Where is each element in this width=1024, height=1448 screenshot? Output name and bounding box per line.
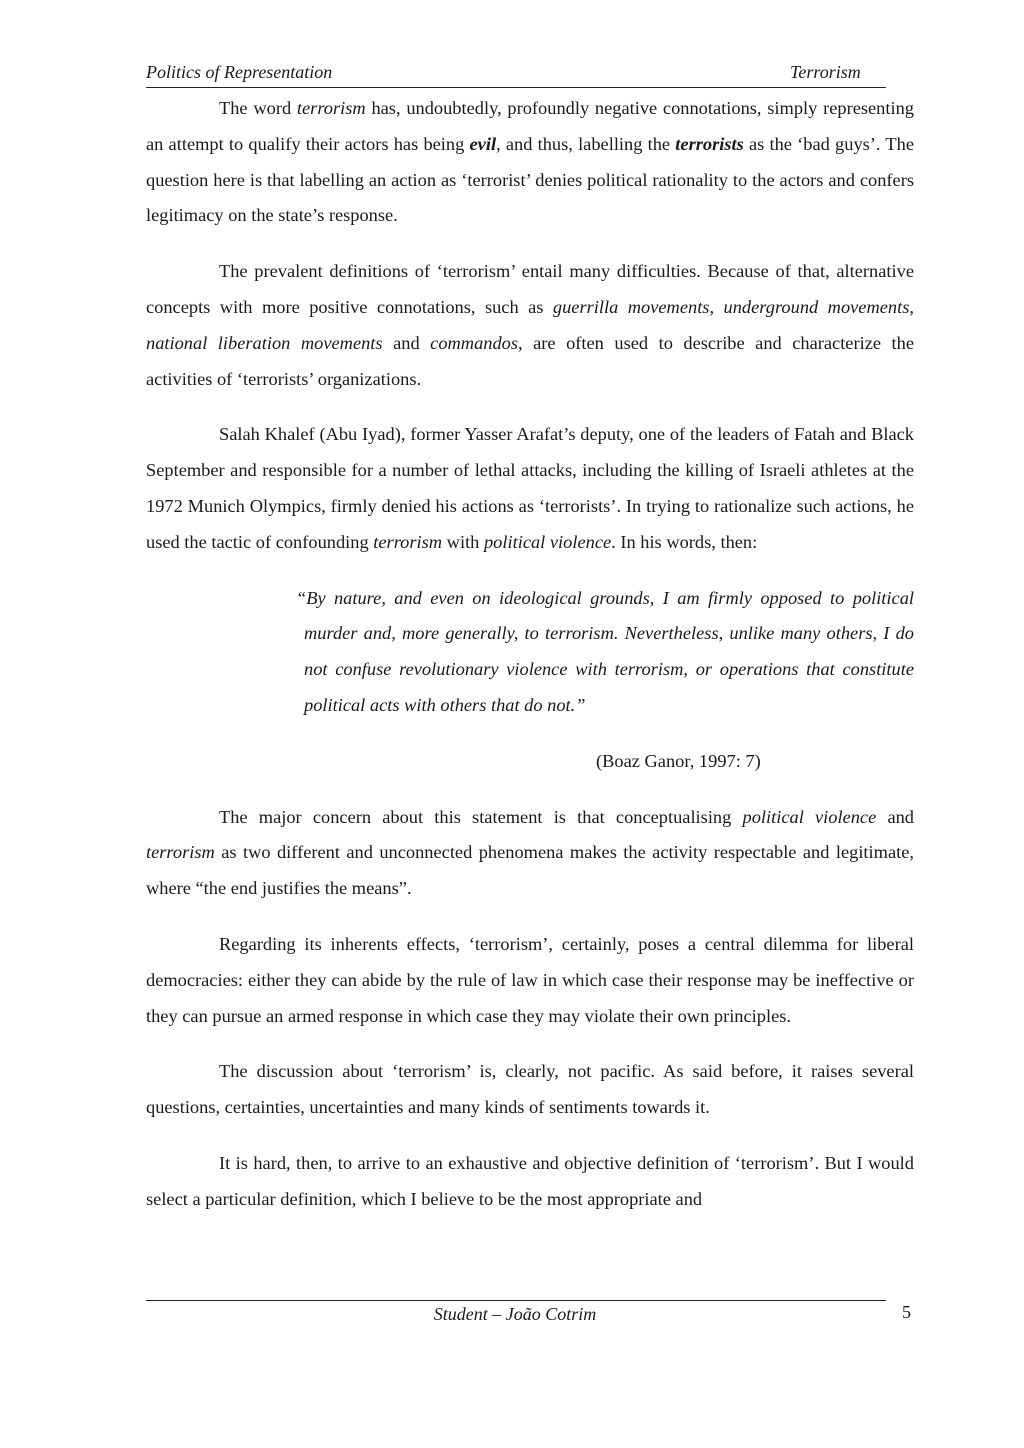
- italic-term: commandos: [430, 332, 519, 353]
- text-run: with: [442, 531, 484, 552]
- text-run: as the ‘bad guys’. The question here is that labelling an action as ‘terrorist’ denies political rationality to the actors and confers legitimacy on the state’s response.: [146, 133, 914, 226]
- bold-italic-term: evil: [469, 133, 497, 154]
- italic-term: political violence: [483, 531, 612, 552]
- text-run: and: [876, 806, 915, 827]
- header-title: Politics of Representation: [146, 62, 333, 82]
- block-quote: “By nature, and even on ideological grounds, I am firmly opposed to political murder and, more generally, to terrorism. Nevertheless, unlike many others, I do not confuse revolutionary violence with terrorism, or operations that constitute political acts with others that do not.”: [296, 587, 914, 715]
- text-run: Salah Khalef (Abu Iyad), former Yasser Arafat’s deputy, one of the leaders of Fatah and Black September and responsible for a number of lethal attacks, including the killing of Israeli athletes at the 1972 Munich Olympics, firmly denied his actions as ‘terrorists’. In trying to rationalize such actions, he used the tactic of confounding: [146, 424, 914, 552]
- text-run: ,: [709, 296, 724, 317]
- paragraph-discussion: The discussion about ‘terrorism’ is, clearly, not pacific. As said before, it raises several questions, certainties, uncertainties and many kinds of sentiments towards it.: [146, 1061, 914, 1118]
- text-run: as two different and unconnected phenomena makes the activity respectable and legitimate, where “the end justifies the means”.: [146, 842, 914, 899]
- footer-author: Student – João Cotrim: [433, 1304, 597, 1324]
- italic-term: terrorism: [146, 842, 215, 863]
- text-run: The major concern about this statement is that conceptualising: [219, 806, 743, 827]
- text-run: , are often used to describe and characterize the activities of ‘terrorists’ organizations.: [146, 332, 915, 389]
- paragraph-definition: It is hard, then, to arrive to an exhaustive and objective definition of ‘terrorism’. But I would select a particular definition, which I believe to be the most appropriate and: [146, 1152, 914, 1209]
- italic-term: guerrilla movements: [552, 296, 710, 317]
- page-number: 5: [902, 1302, 911, 1322]
- paragraph-terrorism-connotations: [146, 91, 914, 234]
- text-run: The prevalent definitions of ‘terrorism’ entail many difficulties. Because of that, alternative concepts with more positive connotations, such as: [146, 261, 914, 317]
- header-section: Terrorism: [790, 62, 861, 82]
- text-run: and: [382, 332, 431, 353]
- text-run: . In his words, then:: [611, 531, 758, 552]
- paragraph-liberal-democracies: Regarding its inherents effects, ‘terrorism’, certainly, poses a central dilemma for liberal democracies: either they can abide by the rule of law in which case their response may be ineffective or they can pursue an armed response in which case they may violate their own principles.: [146, 933, 914, 1026]
- paragraph-salah-khalef: [146, 417, 914, 560]
- quote-citation: (Boaz Ganor, 1997: 7): [596, 750, 761, 771]
- italic-term: political violence: [742, 806, 877, 827]
- footer-divider: [146, 1300, 886, 1301]
- text-run: has, undoubtedly, profoundly negative connotations, simply representing an attempt to qualify their actors has being: [146, 98, 914, 154]
- italic-term: underground movements: [723, 296, 910, 317]
- italic-term: national liberation movements: [146, 332, 383, 353]
- running-header: [146, 61, 886, 88]
- paragraph-alternative-concepts: [146, 254, 914, 397]
- text-run: The word: [219, 98, 297, 118]
- bold-italic-term: terrorists: [675, 133, 744, 154]
- italic-term: terrorism: [296, 98, 366, 118]
- document-body: [146, 91, 914, 1238]
- italic-term: terrorism: [373, 531, 443, 552]
- text-run: ,: [909, 296, 914, 317]
- paragraph-major-concern: [146, 800, 914, 907]
- text-run: , and thus, labelling the: [496, 133, 676, 154]
